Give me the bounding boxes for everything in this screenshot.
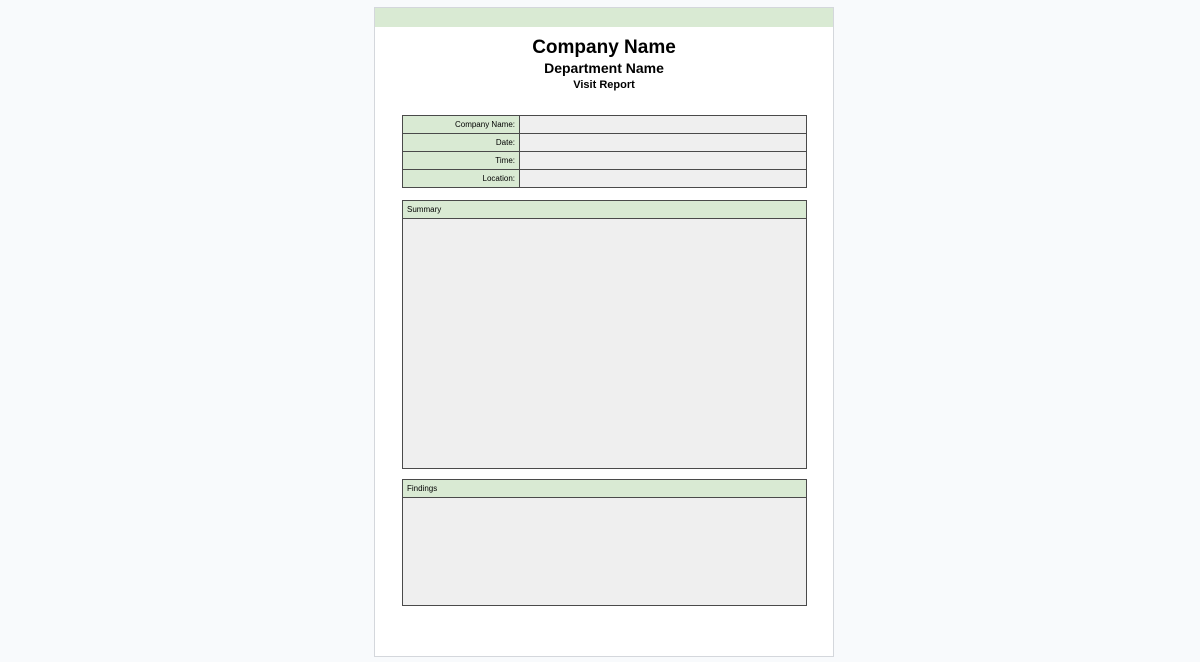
findings-field[interactable] [403, 498, 806, 605]
document-page [374, 7, 834, 657]
summary-section [402, 200, 807, 469]
info-row-location [403, 170, 807, 188]
summary-header: Summary [403, 201, 806, 219]
findings-section [402, 479, 807, 606]
date-label: Date: [403, 134, 520, 152]
info-table [402, 115, 807, 188]
report-title: Visit Report [573, 79, 635, 91]
company-name-field[interactable] [520, 116, 807, 134]
company-title: Company Name [532, 37, 676, 58]
department-title: Department Name [544, 60, 664, 76]
location-field[interactable] [520, 170, 807, 188]
time-field[interactable] [520, 152, 807, 170]
info-row-date [403, 134, 807, 152]
summary-field[interactable] [403, 219, 806, 468]
time-label: Time: [403, 152, 520, 170]
info-row-company [403, 116, 807, 134]
findings-header: Findings [403, 480, 806, 498]
info-row-time [403, 152, 807, 170]
header-band [375, 8, 833, 27]
company-name-label: Company Name: [403, 116, 520, 134]
date-field[interactable] [520, 134, 807, 152]
location-label: Location: [403, 170, 520, 188]
